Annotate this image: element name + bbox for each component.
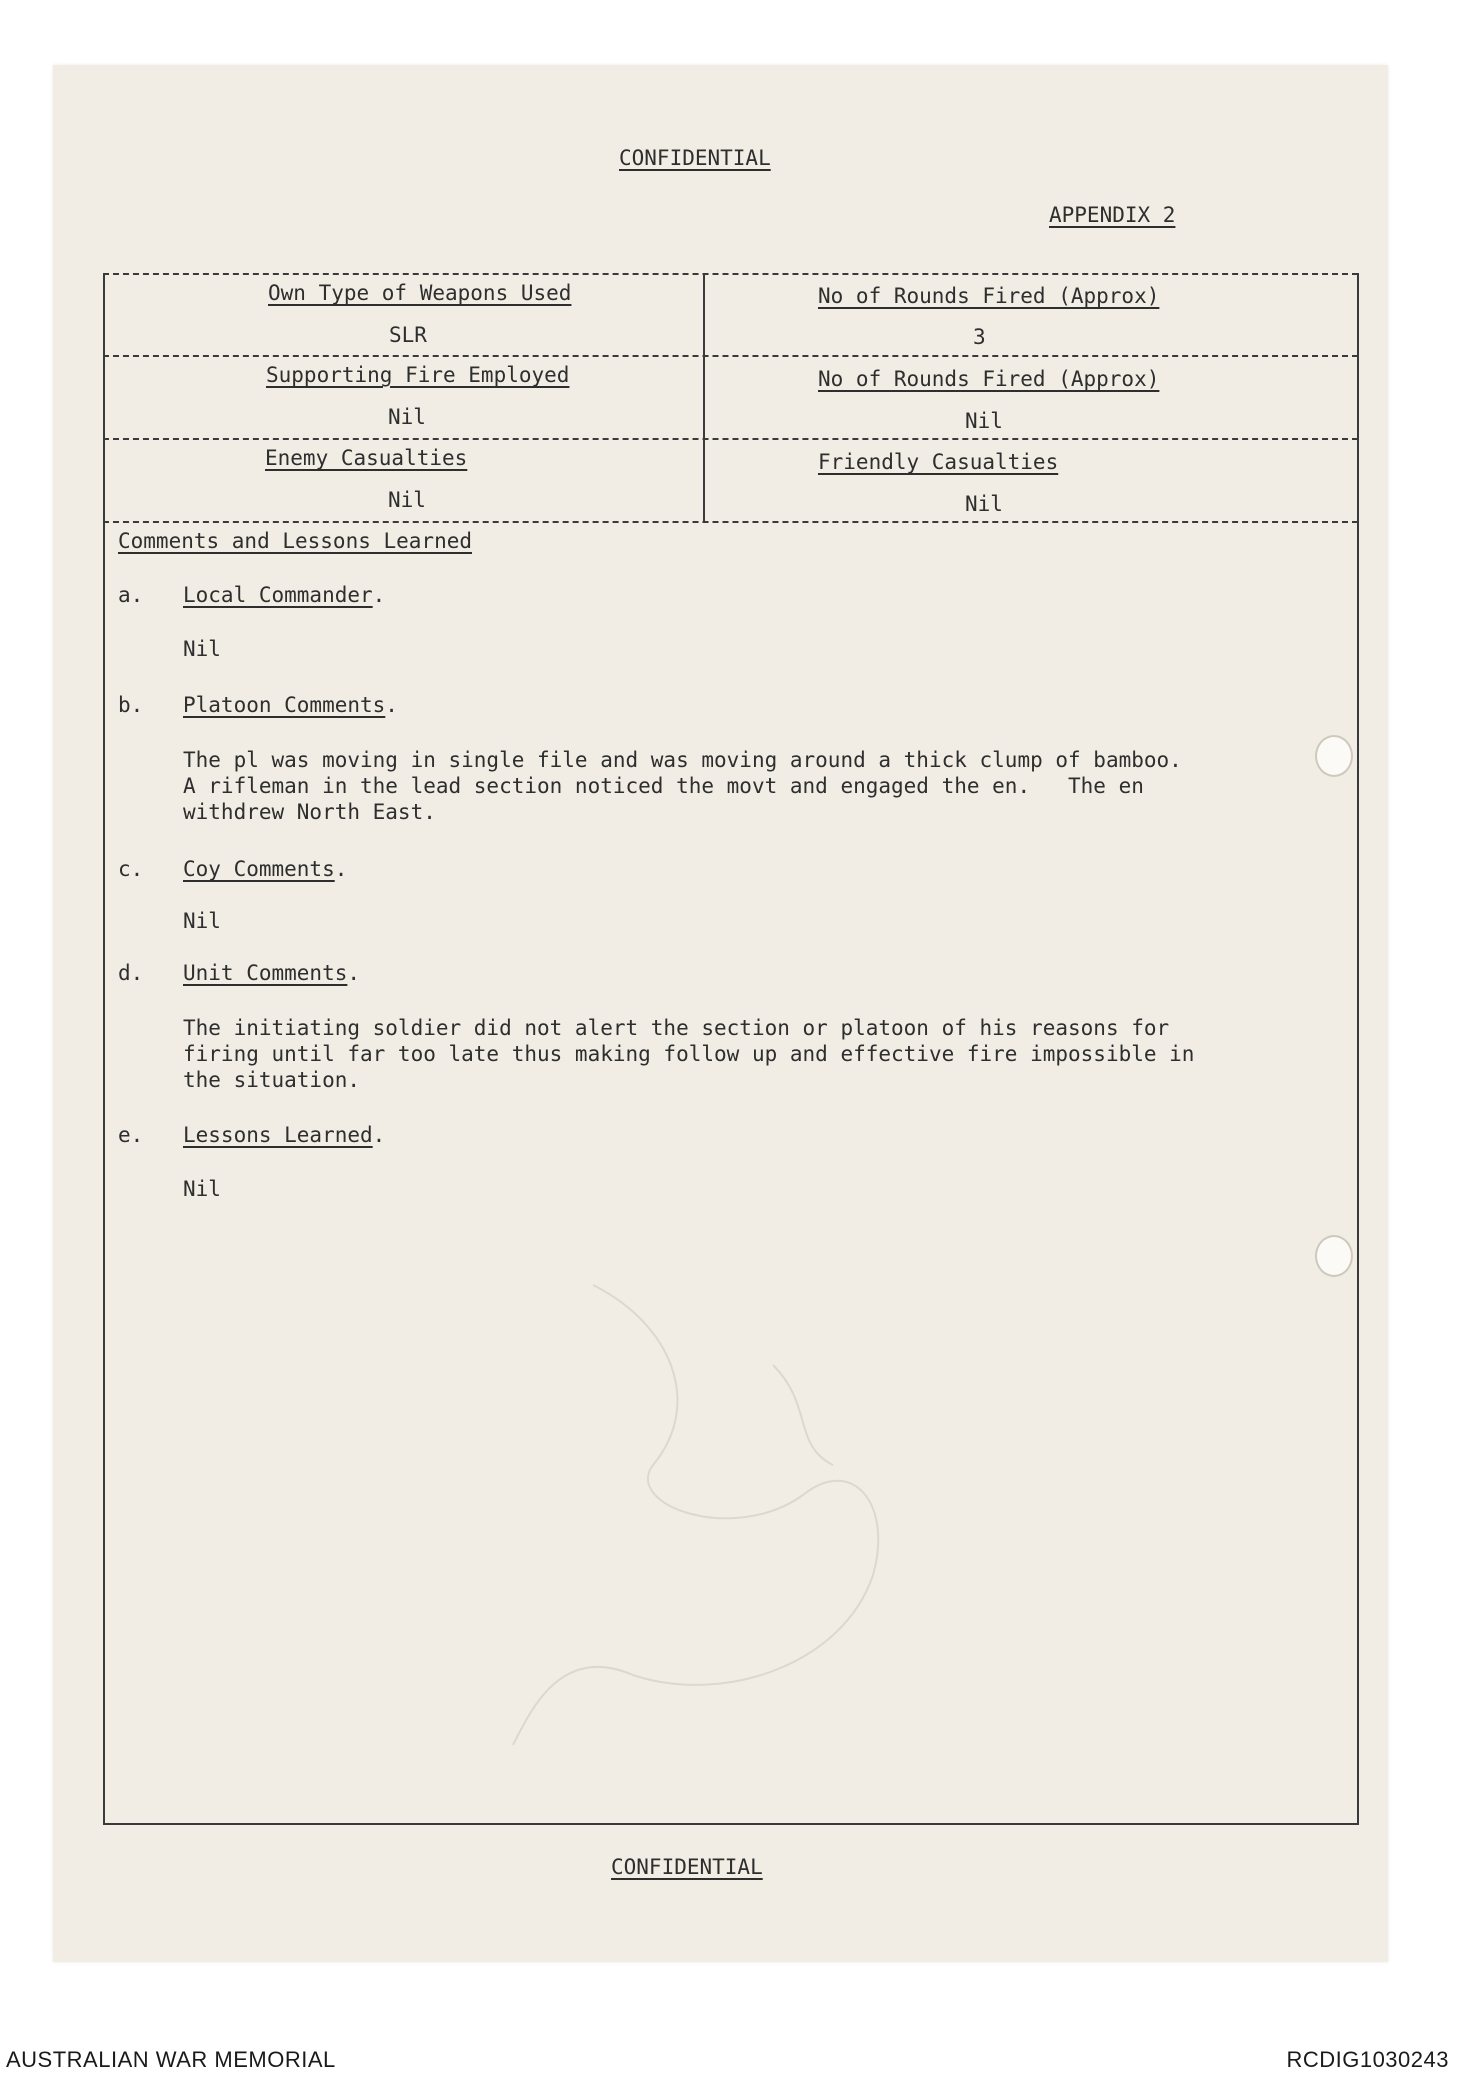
item-body-platoon-comments: The pl was moving in single file and was moving around a thick clump of bamboo. A rifleman in the lead section noticed the movt and engaged the en. The en withdrew North East. bbox=[183, 748, 1182, 824]
item-title-unit-comments: Unit Comments. bbox=[183, 961, 361, 985]
item-body-local-commander: Nil bbox=[183, 637, 221, 661]
classification-top: CONFIDENTIAL bbox=[619, 146, 771, 170]
table-row-divider-3 bbox=[103, 521, 1358, 523]
table-right-border bbox=[1357, 273, 1359, 1823]
item-letter-d: d. bbox=[118, 961, 144, 985]
table-row-divider-2 bbox=[103, 438, 1358, 440]
enemy-casualties-value: Nil bbox=[388, 488, 426, 512]
enemy-casualties-label: Enemy Casualties bbox=[265, 446, 468, 470]
friendly-casualties-label: Friendly Casualties bbox=[818, 450, 1059, 474]
item-title-text: Local Commander bbox=[183, 583, 373, 607]
item-title-local-commander: Local Commander. bbox=[183, 583, 386, 607]
appendix-label: APPENDIX 2 bbox=[1049, 203, 1176, 227]
item-title-text: Unit Comments bbox=[183, 961, 348, 985]
supporting-fire-value: Nil bbox=[388, 405, 426, 429]
supporting-fire-label: Supporting Fire Employed bbox=[266, 363, 570, 387]
friendly-casualties-value: Nil bbox=[965, 492, 1003, 516]
item-title-text: Lessons Learned bbox=[183, 1123, 373, 1147]
rounds-fired-value-1: 3 bbox=[973, 325, 986, 349]
own-weapons-value: SLR bbox=[389, 323, 427, 347]
classification-bottom: CONFIDENTIAL bbox=[611, 1855, 763, 1879]
item-title-text: Platoon Comments bbox=[183, 693, 386, 717]
document-page bbox=[53, 65, 1388, 1962]
own-weapons-label: Own Type of Weapons Used bbox=[268, 281, 572, 305]
table-left-border bbox=[103, 273, 105, 1823]
item-title-text: Coy Comments bbox=[183, 857, 335, 881]
item-letter-b: b. bbox=[118, 693, 144, 717]
table-center-divider bbox=[703, 273, 705, 521]
archive-name: AUSTRALIAN WAR MEMORIAL bbox=[6, 2047, 336, 2072]
show-through-sketch bbox=[473, 1245, 993, 1765]
item-body-lessons-learned: Nil bbox=[183, 1177, 221, 1201]
item-title-coy-comments: Coy Comments. bbox=[183, 857, 348, 881]
rounds-fired-label-1: No of Rounds Fired (Approx) bbox=[818, 284, 1160, 308]
item-body-coy-comments: Nil bbox=[183, 909, 221, 933]
rounds-fired-label-2: No of Rounds Fired (Approx) bbox=[818, 367, 1160, 391]
rounds-fired-value-2: Nil bbox=[965, 409, 1003, 433]
table-bottom-border bbox=[103, 1823, 1359, 1825]
punch-hole-bottom bbox=[1315, 1235, 1353, 1277]
item-letter-e: e. bbox=[118, 1123, 144, 1147]
punch-hole-top bbox=[1315, 735, 1353, 777]
archive-reference: RCDIG1030243 bbox=[1286, 2047, 1449, 2072]
item-letter-a: a. bbox=[118, 583, 144, 607]
table-row-divider-1 bbox=[103, 355, 1358, 357]
item-letter-c: c. bbox=[118, 857, 144, 881]
comments-heading: Comments and Lessons Learned bbox=[118, 529, 473, 553]
item-title-lessons-learned: Lessons Learned. bbox=[183, 1123, 386, 1147]
item-body-unit-comments: The initiating soldier did not alert the section or platoon of his reasons for firing until far too late thus making follow up and effective fire impossible in the situation. bbox=[183, 1016, 1195, 1092]
table-top-border bbox=[103, 273, 1358, 275]
item-title-platoon-comments: Platoon Comments. bbox=[183, 693, 398, 717]
